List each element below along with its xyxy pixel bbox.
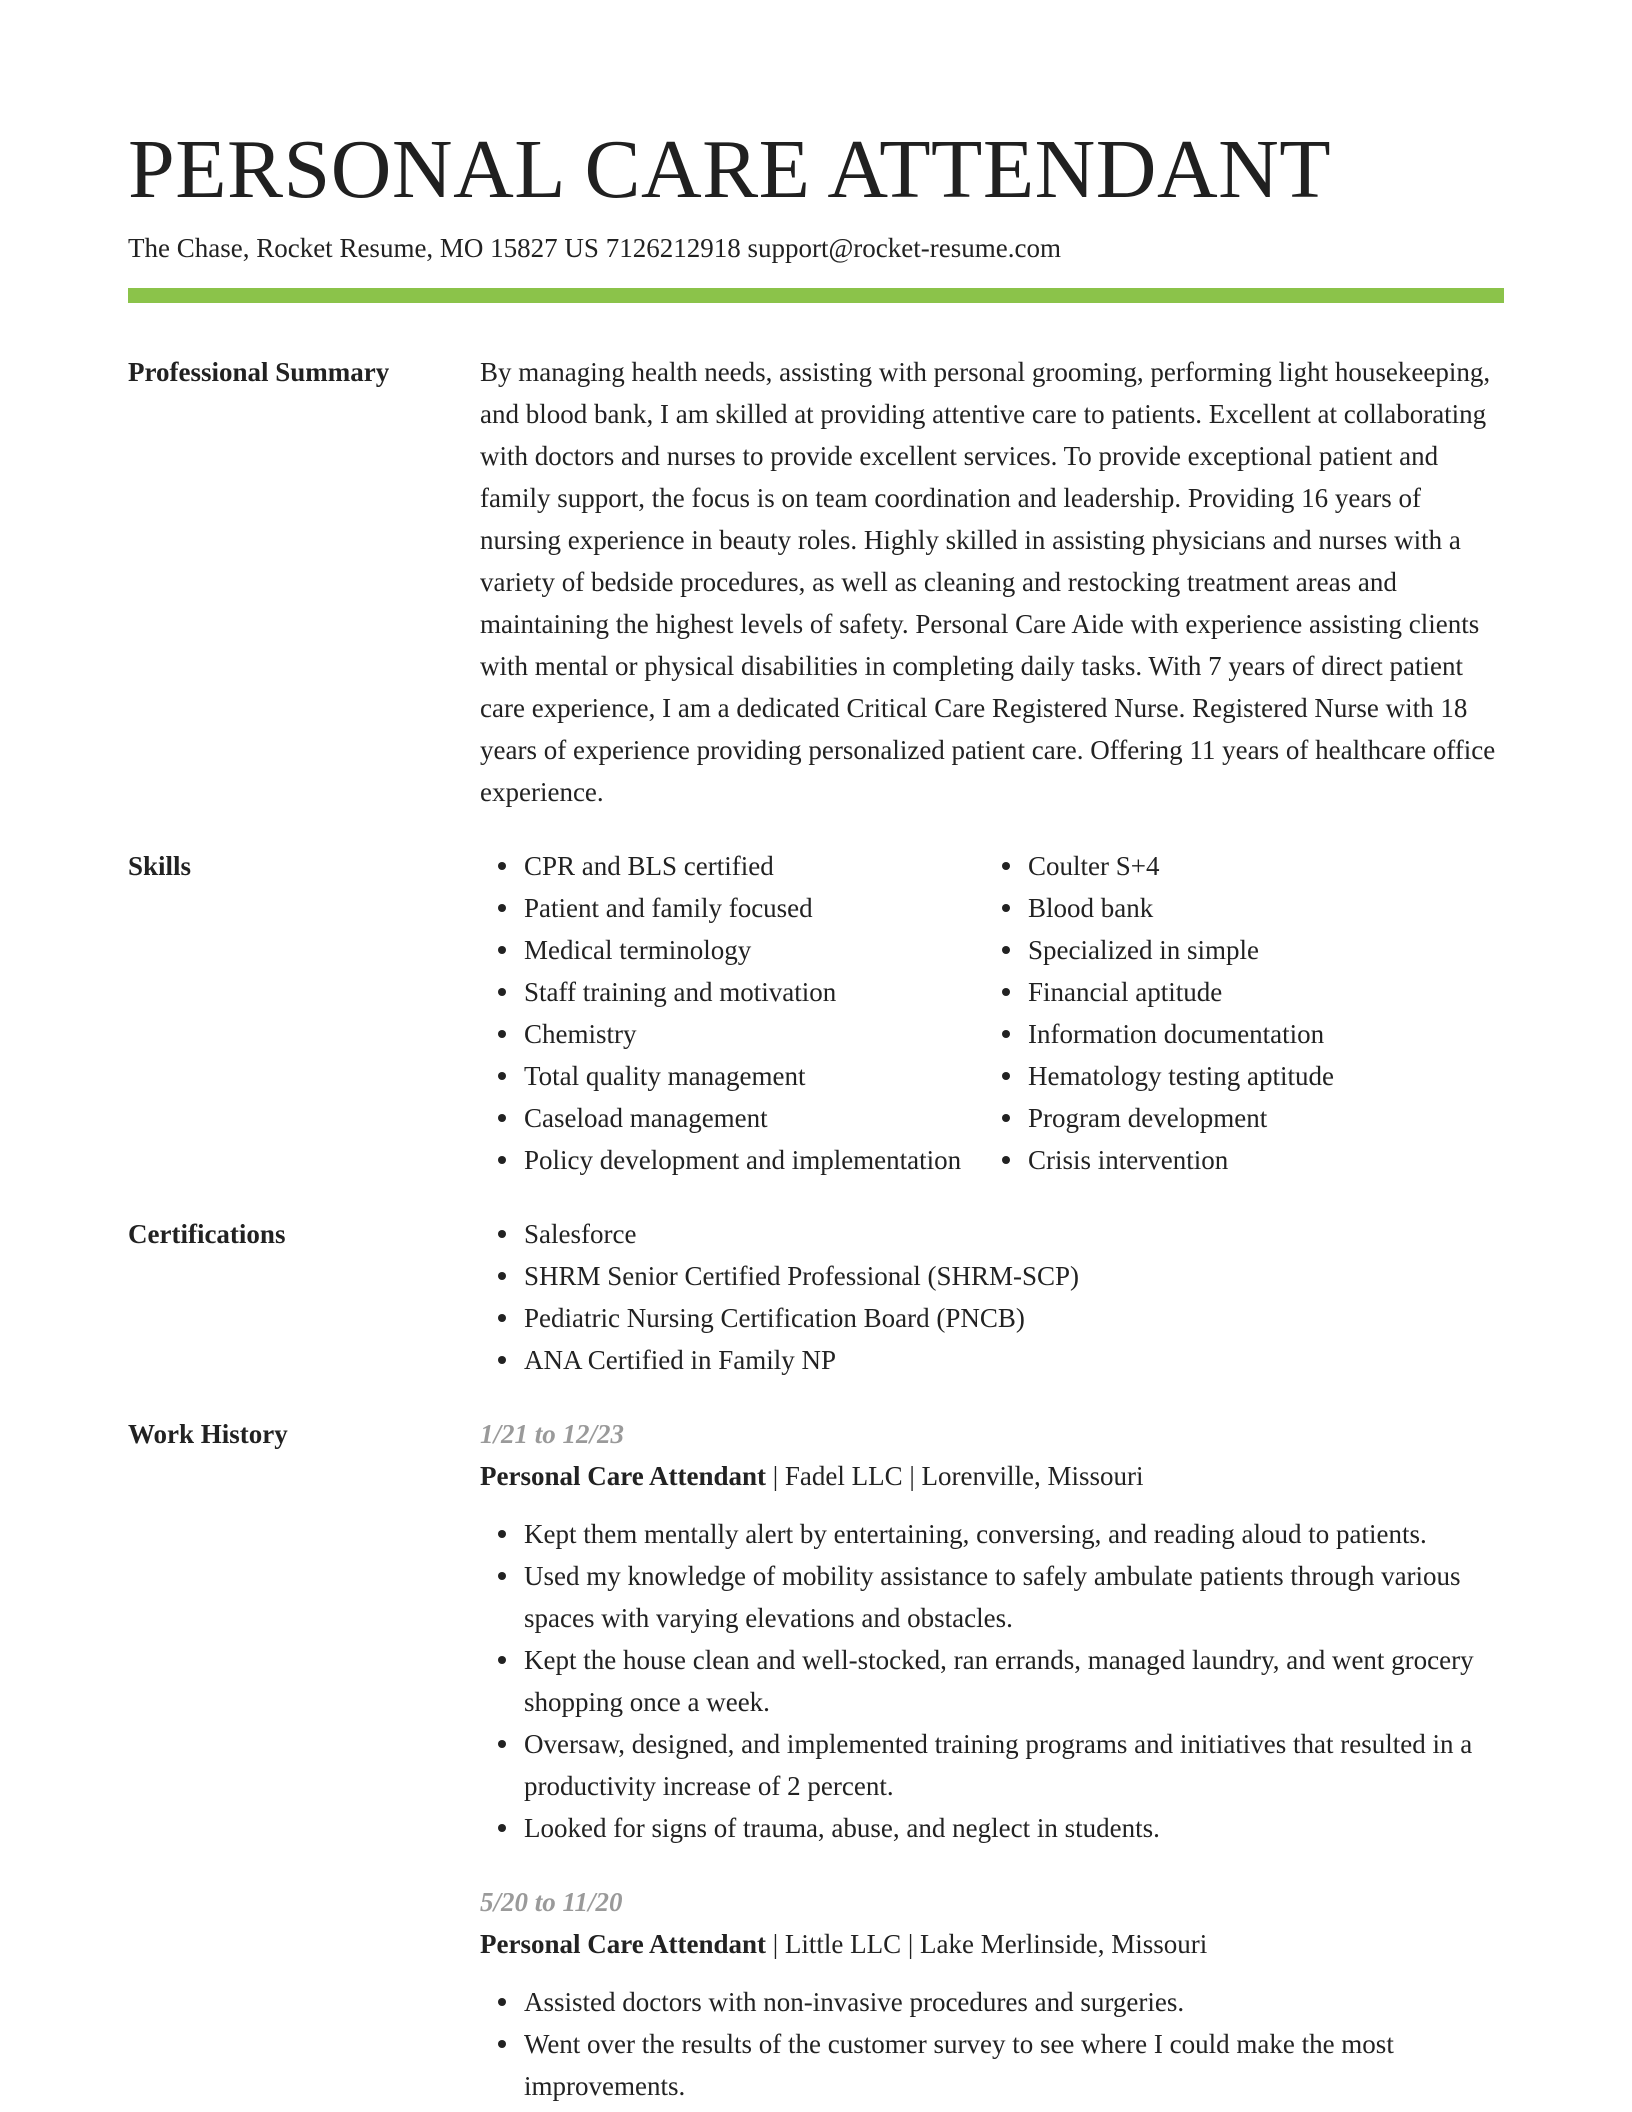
section-label-skills: Skills: [128, 851, 192, 881]
skill-item: Information documentation: [1028, 1013, 1488, 1055]
skill-item: Crisis intervention: [1028, 1139, 1488, 1181]
skill-item: Patient and family focused: [524, 887, 984, 929]
job-company-location: | Fadel LLC | Lorenville, Missouri: [765, 1461, 1144, 1491]
resume-title: PERSONAL CARE ATTENDANT: [128, 123, 1332, 216]
accent-divider: [128, 288, 1504, 303]
certification-item: ANA Certified in Family NP: [524, 1339, 1504, 1381]
skill-item: Specialized in simple: [1028, 929, 1488, 971]
job-duties-list: [480, 1981, 1504, 2107]
job-duty-item: Assisted doctors with non-invasive procedures and surgeries.: [524, 1981, 1504, 2023]
skill-item: Total quality management: [524, 1055, 984, 1097]
section-label-certifications: Certifications: [128, 1219, 286, 1249]
job-dates: 1/21 to 12/23: [480, 1419, 625, 1449]
skill-item: Blood bank: [1028, 887, 1488, 929]
job-entry: [480, 1413, 1504, 1849]
job-dates: 5/20 to 11/20: [480, 1887, 623, 1917]
certification-item: SHRM Senior Certified Professional (SHRM-SCP): [524, 1255, 1504, 1297]
certification-item: Salesforce: [524, 1213, 1504, 1255]
skill-item: Staff training and motivation: [524, 971, 984, 1013]
job-duties-list: [480, 1513, 1504, 1849]
skills-list: [480, 845, 1504, 1181]
skill-item: Chemistry: [524, 1013, 984, 1055]
section-label-summary: Professional Summary: [128, 357, 390, 387]
summary-section: [128, 351, 1504, 813]
summary-text: By managing health needs, assisting with personal grooming, performing light housekeeping, and blood bank, I am skilled at providing attentive care to patients. Excellent at collaborating with doctors and nurses to provide excellent services. To provide exceptional patient and family support, the focus is on team coordination and leadership. Providing 16 years of nursing experience in beauty roles. Highly skilled in assisting physicians and nurses with a variety of bedside procedures, as well as cleaning and restocking treatment areas and maintaining the highest levels of safety. Personal Care Aide with experience assisting clients with mental or physical disabilities in completing daily tasks. With 7 years of direct patient care experience, I am a dedicated Critical Care Registered Nurse. Registered Nurse with 18 years of experience providing personalized patient care. Offering 11 years of healthcare office experience.: [480, 357, 1496, 807]
job-title: Personal Care Attendant: [480, 1461, 766, 1491]
certification-item: Pediatric Nursing Certification Board (PNCB): [524, 1297, 1504, 1339]
skill-item: Hematology testing aptitude: [1028, 1055, 1488, 1097]
work-history-section: [128, 1413, 1504, 2107]
skill-item: Coulter S+4: [1028, 845, 1488, 887]
skill-item: Caseload management: [524, 1097, 984, 1139]
skill-item: Medical terminology: [524, 929, 984, 971]
job-duty-item: Kept the house clean and well-stocked, ran errands, managed laundry, and went grocery shopping once a week.: [524, 1639, 1504, 1723]
job-duty-item: Went over the results of the customer survey to see where I could make the most improvements.: [524, 2023, 1504, 2107]
certifications-list: [480, 1213, 1504, 1381]
skill-item: Program development: [1028, 1097, 1488, 1139]
skill-item: CPR and BLS certified: [524, 845, 984, 887]
job-heading: [480, 1923, 1504, 1965]
skill-item: Financial aptitude: [1028, 971, 1488, 1013]
contact-info: The Chase, Rocket Resume, MO 15827 US 7126212918 support@rocket-resume.com: [128, 233, 1061, 263]
job-duty-item: Kept them mentally alert by entertaining, conversing, and reading aloud to patients.: [524, 1513, 1504, 1555]
skills-column-1: [480, 845, 984, 1181]
certifications-body: [480, 1213, 1504, 1381]
resume-page: [128, 120, 1504, 2107]
skills-section: [128, 845, 1504, 1181]
job-heading: [480, 1455, 1504, 1497]
job-entry: [480, 1881, 1504, 2107]
work-history-body: [480, 1413, 1504, 2107]
skills-column-2: [984, 845, 1488, 1181]
job-company-location: | Little LLC | Lake Merlinside, Missouri: [765, 1929, 1208, 1959]
job-duty-item: Oversaw, designed, and implemented training programs and initiatives that resulted in a productivity increase of 2 percent.: [524, 1723, 1504, 1807]
job-duty-item: Used my knowledge of mobility assistance to safely ambulate patients through various spaces with varying elevations and obstacles.: [524, 1555, 1504, 1639]
certifications-section: [128, 1213, 1504, 1381]
section-label-work-history: Work History: [128, 1419, 288, 1449]
job-title: Personal Care Attendant: [480, 1929, 766, 1959]
skill-item: Policy development and implementation: [524, 1139, 984, 1181]
job-duty-item: Looked for signs of trauma, abuse, and neglect in students.: [524, 1807, 1504, 1849]
